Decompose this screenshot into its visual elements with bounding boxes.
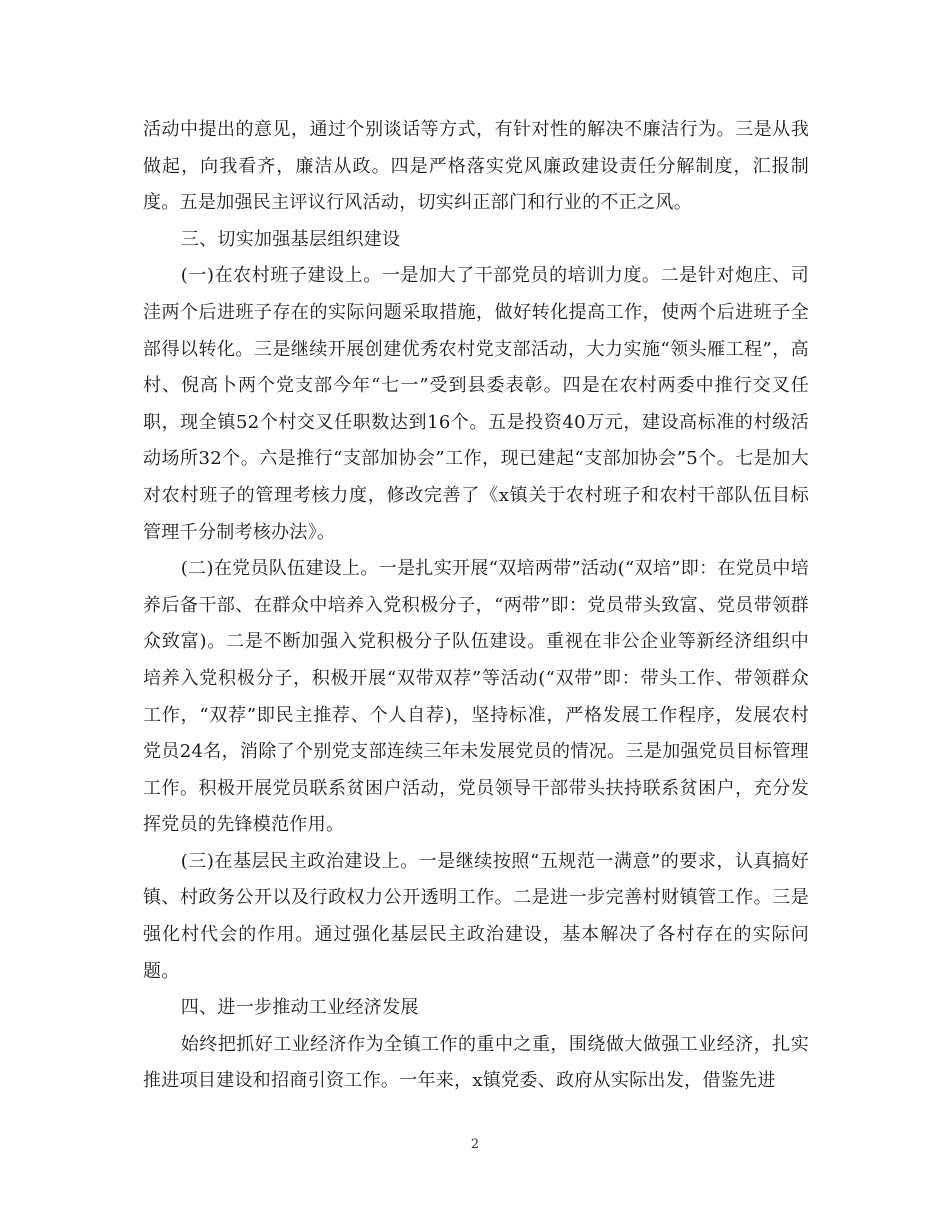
page-number: 2 — [470, 1137, 480, 1152]
document-body — [143, 112, 809, 1100]
paragraph-village-leadership: (一)在农村班子建设上。一是加大了干部党员的培训力度。二是针对炮庄、司洼两个后进班子存在的实际问题采取措施，做好转化提高工作，使两个后进班子全部得以转化。三是继续开展创建优秀农村党支部活动，大力实施“领头雁工程”，高村、倪高卜两个党支部今年“七一”受到县委表彰。四是在农村两委中推行交叉任职，现全镇52个村交叉任职数达到16个。五是投资40万元，建设高标准的村级活动场所32个。六是推行“支部加协会”工作，现已建起“支部加协会”5个。七是加大对农村班子的管理考核力度，修改完善了《x镇关于农村班子和农村干部队伍目标管理千分制考核办法》。 — [143, 265, 809, 543]
section-heading-4: 四、进一步推动工业经济发展 — [180, 997, 419, 1019]
paragraph-grassroots-democracy: (三)在基层民主政治建设上。一是继续按照“五规范一满意”的要求，认真搞好镇、村政务公开以及行政权力公开透明工作。二是进一步完善村财镇管工作。三是强化村代会的作用。通过强化基层民主政治建设，基本解决了各村存在的实际问题。 — [143, 850, 809, 982]
paragraph-party-members: (二)在党员队伍建设上。一是扎实开展“双培两带”活动(“双培”即：在党员中培养后备干部、在群众中培养入党积极分子，“两带”即：党员带头致富、党员带领群众致富)。二是不断加强入党积极分子队伍建设。重视在非公企业等新经济组织中培养入党积极分子，积极开展“双带双荐”等活动(“双带”即：带头工作、带领群众工作，“双荐”即民主推荐、个人自荐)，坚持标准，严格发展工作程序，发展农村党员24名，消除了个别党支部连续三年未发展党员的情况。三是加强党员目标管理工作。积极开展党员联系贫困户活动，党员领导干部带头扶持联系贫困户，充分发挥党员的先锋模范作用。 — [143, 558, 809, 836]
paragraph-continuation: 活动中提出的意见，通过个别谈话等方式，有针对性的解决不廉洁行为。三是从我做起，向我看齐，廉洁从政。四是严格落实党风廉政建设责任分解制度，汇报制度。五是加强民主评议行风活动，切实纠正部门和行业的不正之风。 — [143, 119, 809, 214]
paragraph-industrial-economy: 始终把抓好工业经济作为全镇工作的重中之重，围绕做大做强工业经济，扎实推进项目建设和招商引资工作。一年来，x镇党委、政府从实际出发，借鉴先进 — [143, 1033, 809, 1092]
section-heading-3: 三、切实加强基层组织建设 — [180, 228, 401, 250]
